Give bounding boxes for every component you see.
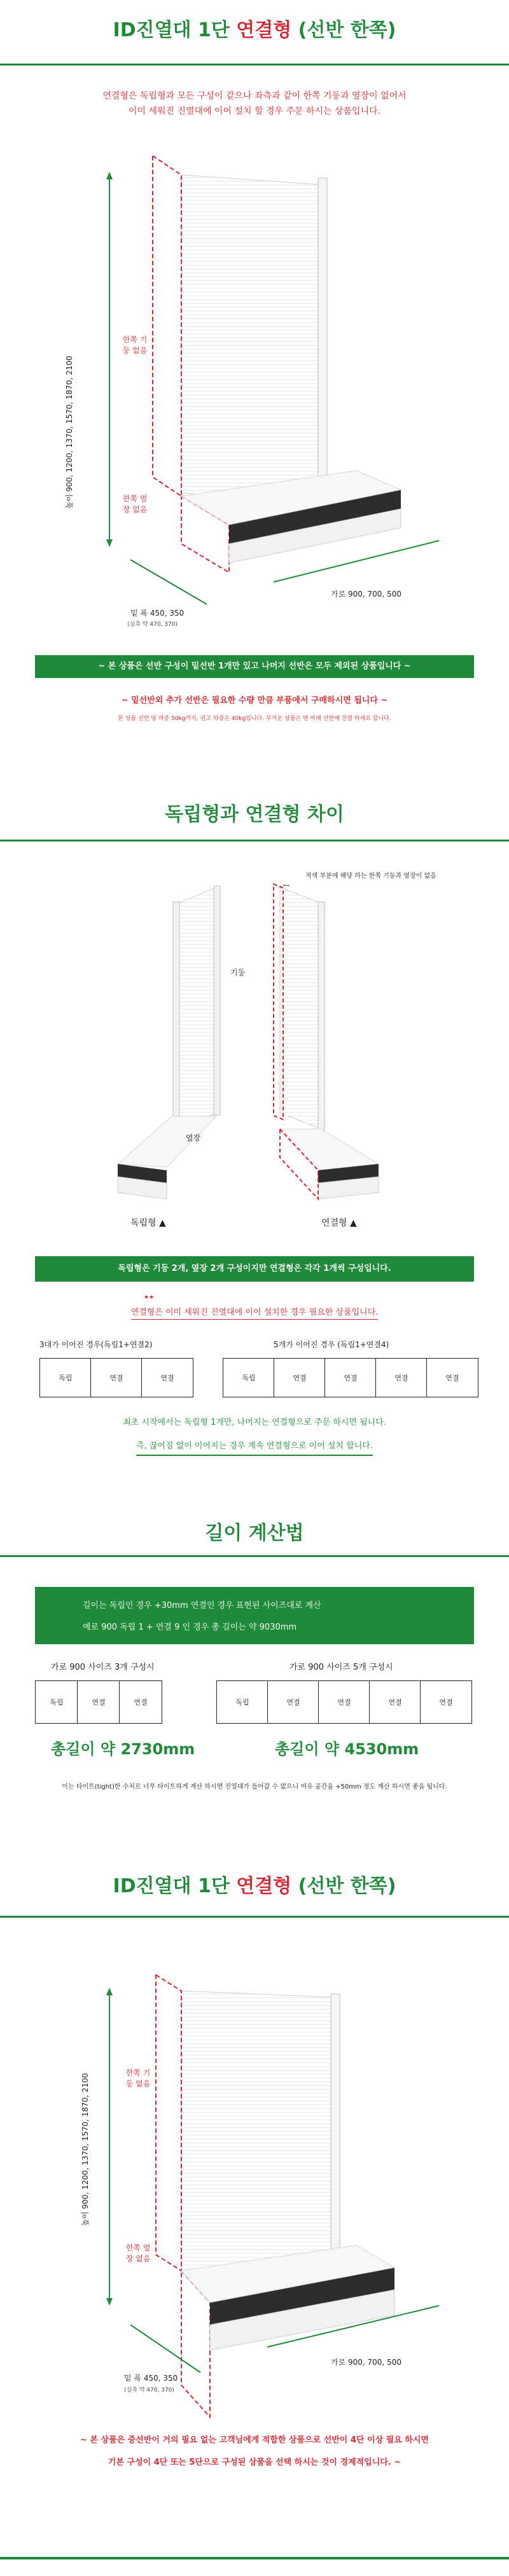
section1-small-note: 본 상품 선반 당 하중 50kg까지, 권고 하중은 40kg입니다. 무거운 상품은 맨 아래 선반에 진열 하세요 합니다. — [118, 716, 391, 722]
no-column-label-2: 한쪽 기둥 없음 — [125, 2068, 151, 2088]
length-right-box-2: 연결 — [267, 1680, 319, 1724]
length-left-box-2: 연결 — [77, 1680, 120, 1724]
length-right-total: 총길이 약 4530mm — [275, 1740, 419, 1758]
right-box-4: 연결 — [375, 1358, 428, 1397]
depth-label: 밑 폭 450, 350 — [130, 609, 185, 618]
side-panel-label: 옆장 — [186, 1133, 201, 1142]
length-left-box-3: 연결 — [119, 1680, 162, 1724]
length-right-box-5: 연결 — [420, 1680, 472, 1724]
intro-line2: 이미 세워진 진열대에 이어 설치 할 경우 주문 하시는 상품입니다. — [128, 106, 381, 116]
section2-green-note2 — [0, 1439, 509, 1451]
right-box-1: 독립 — [223, 1358, 275, 1397]
height-label: 높이 900, 1200, 1370, 1570, 1870, 2100 — [65, 356, 74, 509]
width-label: 가로 900, 700, 500 — [331, 590, 401, 599]
banner-line1: 길이는 독립인 경우 +30mm 연결인 경우 표현된 사이즈대로 계산 — [83, 1601, 321, 1610]
rack-illustration-connected — [274, 884, 379, 1199]
section3-divider — [0, 1555, 509, 1557]
depth-sub-label: (실측 약 470, 370) — [127, 621, 178, 628]
section3-title: 길이 계산법 — [205, 1522, 304, 1544]
green-note2-text: 즉, 끊어짐 없이 이어지는 경우 계속 연결형으로 이어 설치 합니다. — [136, 1441, 373, 1456]
title-prefix: ID진열대 1단 — [113, 19, 237, 41]
title-suffix: (선반 한쪽) — [291, 19, 396, 41]
width-label-2: 가로 900, 700, 500 — [331, 2358, 401, 2367]
section2-divider — [0, 840, 509, 841]
no-side-label-2: 한쪽 옆장 없음 — [125, 2243, 151, 2263]
right-box-2: 연결 — [274, 1358, 326, 1397]
length-left-label: 가로 900 사이즈 3개 구성시 — [51, 1663, 155, 1672]
section3-footnote: 이는 타이트(tight)한 수치로 너무 타이트하게 계산 하시면 진열대가 들어갈 수 없으니 여유 공간을 +50mm 정도 계산 하시면 좋을 됩니다. — [62, 1783, 447, 1790]
footer-divider — [0, 2557, 509, 2559]
length-right-box-4: 연결 — [369, 1680, 421, 1724]
section2-green-note1: 최초 시작에서는 독립형 1개만, 나머지는 연결형으로 주문 하시면 됩니다. — [123, 1418, 386, 1427]
section4-divider — [0, 1916, 509, 1918]
no-column-label: 한쪽 기둥 없음 — [122, 335, 148, 355]
rack-illustration-1 — [106, 156, 439, 604]
left-box-1: 독립 — [39, 1358, 92, 1397]
depth-label-2: 밑 폭 450, 350 — [124, 2374, 178, 2383]
connected-caption: 연결형 ▲ — [321, 1218, 357, 1228]
no-side-label: 한쪽 옆장 없음 — [122, 494, 148, 514]
height-label-2: 높이 900, 1200, 1370, 1570, 1870, 2100 — [81, 2073, 90, 2226]
banner-line2: 예로 900 독립 1 + 연결 9 인 경우 총 길이는 약 9030mm — [83, 1623, 297, 1632]
section2-title: 독립형과 연결형 차이 — [165, 803, 344, 826]
right-box-5: 연결 — [426, 1358, 478, 1397]
rack-illustration-2 — [106, 1975, 439, 2417]
stars: ★★ — [144, 1294, 155, 1301]
intro-line1: 연결형은 독립형과 모든 구성이 같으나 좌측과 같이 한쪽 기둥과 옆장이 없어서 — [102, 91, 407, 101]
length-left-total: 총길이 약 2730mm — [51, 1740, 195, 1758]
standalone-caption: 독립형 ▲ — [130, 1218, 166, 1228]
section3-banner — [35, 1587, 474, 1644]
rack-illustration-standalone — [118, 886, 220, 1199]
section4-bottom-line2: 기본 구성이 4단 또는 5단으로 구성된 상품을 선택 하시는 것이 경제적입니다. ~ — [108, 2458, 401, 2467]
title-prefix: ID진열대 1단 — [113, 1875, 237, 1897]
depth-sub-label-2: (실측 약 470, 370) — [124, 2387, 174, 2393]
left-group-label: 3대가 이어진 경우(독립1+연결2) — [39, 1340, 153, 1349]
left-box-3: 연결 — [141, 1358, 193, 1397]
length-right-box-1: 독립 — [216, 1680, 268, 1724]
section1-red-note: ~ 밑선반외 추가 선반은 필요한 수량 만큼 부품에서 구매하시면 됩니다 ~ — [121, 696, 388, 705]
section2-red-note — [0, 1305, 509, 1317]
section2-banner: 독립형은 기둥 2개, 옆장 2개 구성이지만 연결형은 각각 1개씩 구성입니다. — [35, 1256, 474, 1282]
right-box-3: 연결 — [324, 1358, 377, 1397]
title-suffix: (선반 한쪽) — [291, 1875, 396, 1897]
length-left-box-1: 독립 — [35, 1680, 78, 1724]
title-red: 연결형 — [236, 1875, 292, 1897]
section1-banner: ~ 본 상품은 선반 구성이 밑선반 1개만 있고 나머지 선반은 모두 제외된 상품입니다 ~ — [35, 655, 474, 678]
section4-title — [0, 1870, 509, 1898]
column-label: 기둥 — [230, 968, 246, 977]
right-group-label: 5개가 이어진 경우 (독립1+연결4) — [274, 1340, 389, 1349]
section4-bottom-line1: ~ 본 상품은 중선반이 거의 필요 없는 고객님에게 적합한 상품으로 선반이 4단 이상 필요 하시면 — [80, 2435, 429, 2445]
top-note: 적색 부분에 해당 하는 한쪽 기둥과 옆장이 없음 — [305, 873, 436, 880]
length-right-box-3: 연결 — [318, 1680, 370, 1724]
red-note-text: 연결형은 이미 세워진 진열대에 이어 설치한 경우 필요한 상품입니다. — [131, 1308, 379, 1320]
title-red: 연결형 — [236, 19, 292, 41]
length-right-label: 가로 900 사이즈 5개 구성시 — [289, 1663, 393, 1672]
left-box-2: 연결 — [90, 1358, 143, 1397]
